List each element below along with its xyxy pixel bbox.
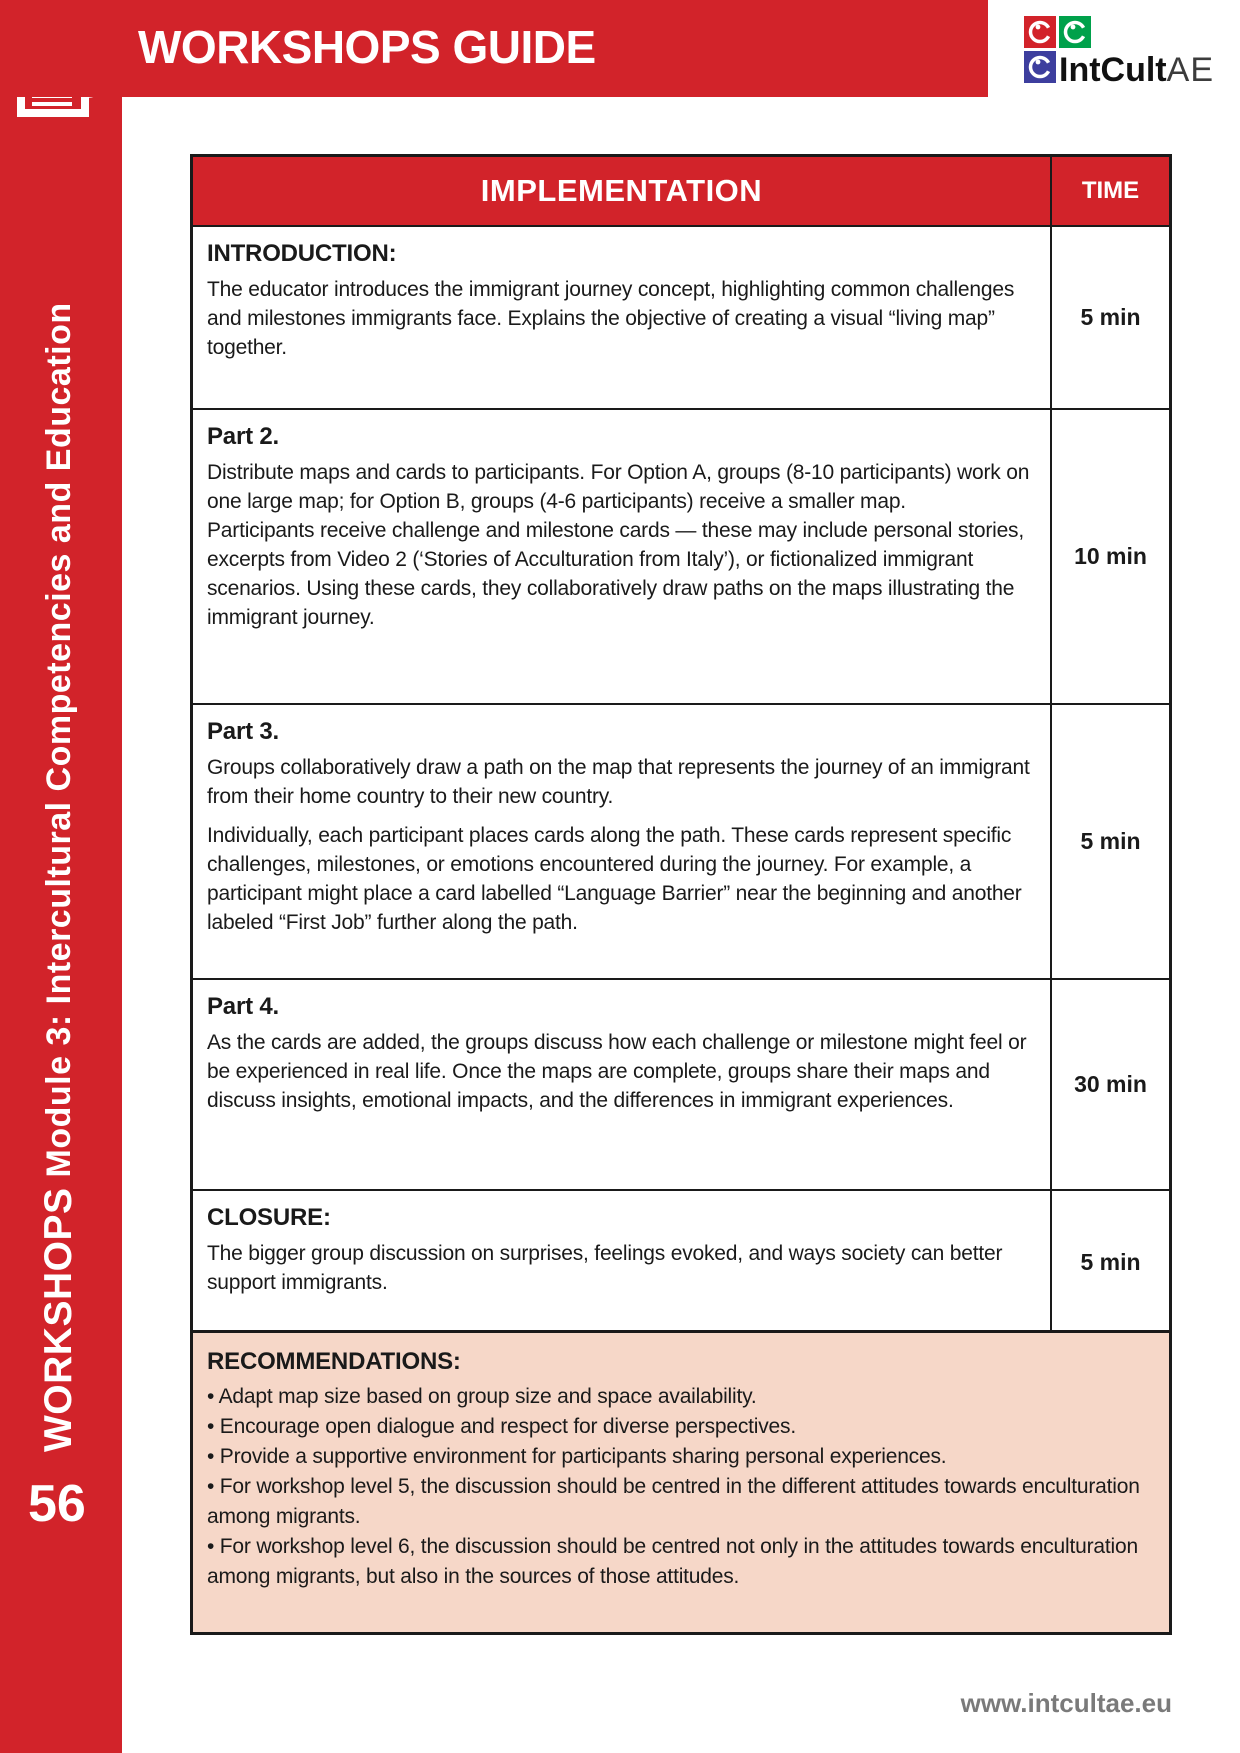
page-title: WORKSHOPS GUIDE [138, 21, 596, 73]
implementation-table [190, 154, 1172, 1333]
header-bar [0, 0, 988, 97]
table-row [193, 978, 1169, 1189]
sidebar-vertical-title [22, 122, 96, 1452]
page-number: 56 [28, 1475, 86, 1533]
table-row [193, 1189, 1169, 1333]
implementation-header: IMPLEMENTATION [480, 173, 763, 208]
recommendation-item: • Encourage open dialogue and respect for diverse perspectives. [207, 1415, 796, 1438]
row-paragraph: The educator introduces the immigrant journey concept, highlighting common challenges and milestones immigrants face. Explains the objective of creating a visual “living map” together. [207, 278, 1015, 359]
recommendation-item: • Provide a supportive environment for participants sharing personal experiences. [207, 1445, 947, 1468]
logo-face-blue-icon [1024, 51, 1056, 83]
recommendations-box [190, 1330, 1172, 1635]
table-header-row [193, 157, 1169, 225]
time-header: TIME [1050, 157, 1169, 225]
time-value: 10 min [1050, 410, 1169, 703]
row-heading: Part 2. [207, 423, 279, 450]
row-paragraph: Participants receive challenge and milestone cards — these may include personal stories, excerpts from Video 2 (‘Stories of Acculturation from Italy’), or fictionalized immigrant scenarios. Using these cards, they collaboratively draw paths on the maps illustrating the immigrant journey. [207, 519, 1024, 629]
recommendations-heading: RECOMMENDATIONS: [207, 1348, 461, 1375]
row-paragraph: As the cards are added, the groups discuss how each challenge or milestone might feel or be experienced in real life. Once the maps are complete, groups share their maps and discuss insights, emotional impacts, and the differences in immigrant experiences. [207, 1031, 1027, 1112]
row-heading: Part 3. [207, 718, 279, 745]
row-paragraph: Distribute maps and cards to participants. For Option A, groups (8-10 participants) work on one large map; for Option B, groups (4-6 participants) receive a smaller map. [207, 461, 1030, 513]
logo-text [1059, 51, 1214, 89]
sidebar-title-workshops: WORKSHOPS [37, 1187, 80, 1452]
time-value: 5 min [1050, 705, 1169, 978]
logo-text-ae: AE [1166, 51, 1214, 89]
row-heading: Part 4. [207, 993, 279, 1020]
row-paragraph: Individually, each participant places cards along the path. These cards represent specific challenges, milestones, or emotions encountered during the journey. For example, a participant might place a card labelled “Language Barrier” near the beginning and another labeled “First Job” further along the path. [207, 824, 1022, 934]
table-row [193, 408, 1169, 703]
time-value: 5 min [1050, 1191, 1169, 1333]
time-value: 5 min [1050, 227, 1169, 408]
recommendation-item: • For workshop level 5, the discussion should be centred in the different attitudes towards enculturation among migrants. [207, 1475, 1140, 1528]
intcultae-logo [1024, 16, 1224, 89]
recommendation-item: • For workshop level 6, the discussion should be centred not only in the attitudes towards enculturation among migrants, but also in the sources of those attitudes. [207, 1535, 1138, 1588]
sidebar-title-module: Module 3: Intercultural Competencies and Education [39, 302, 78, 1178]
logo-face-red-icon [1024, 16, 1056, 48]
sidebar [0, 0, 122, 1753]
logo-text-intcult: IntCult [1059, 51, 1167, 89]
row-paragraph: The bigger group discussion on surprises, feelings evoked, and ways society can better support immigrants. [207, 1242, 1003, 1294]
row-heading: CLOSURE: [207, 1204, 331, 1231]
row-paragraph: Groups collaboratively draw a path on the map that represents the journey of an immigrant from their home country to their new country. [207, 756, 1030, 808]
logo-face-green-icon [1059, 16, 1091, 48]
table-row [193, 225, 1169, 408]
time-value: 30 min [1050, 980, 1169, 1189]
website-url: www.intcultae.eu [960, 1688, 1172, 1718]
table-row [193, 703, 1169, 978]
row-heading: INTRODUCTION: [207, 240, 397, 267]
recommendation-item: • Adapt map size based on group size and space availability. [207, 1385, 757, 1408]
